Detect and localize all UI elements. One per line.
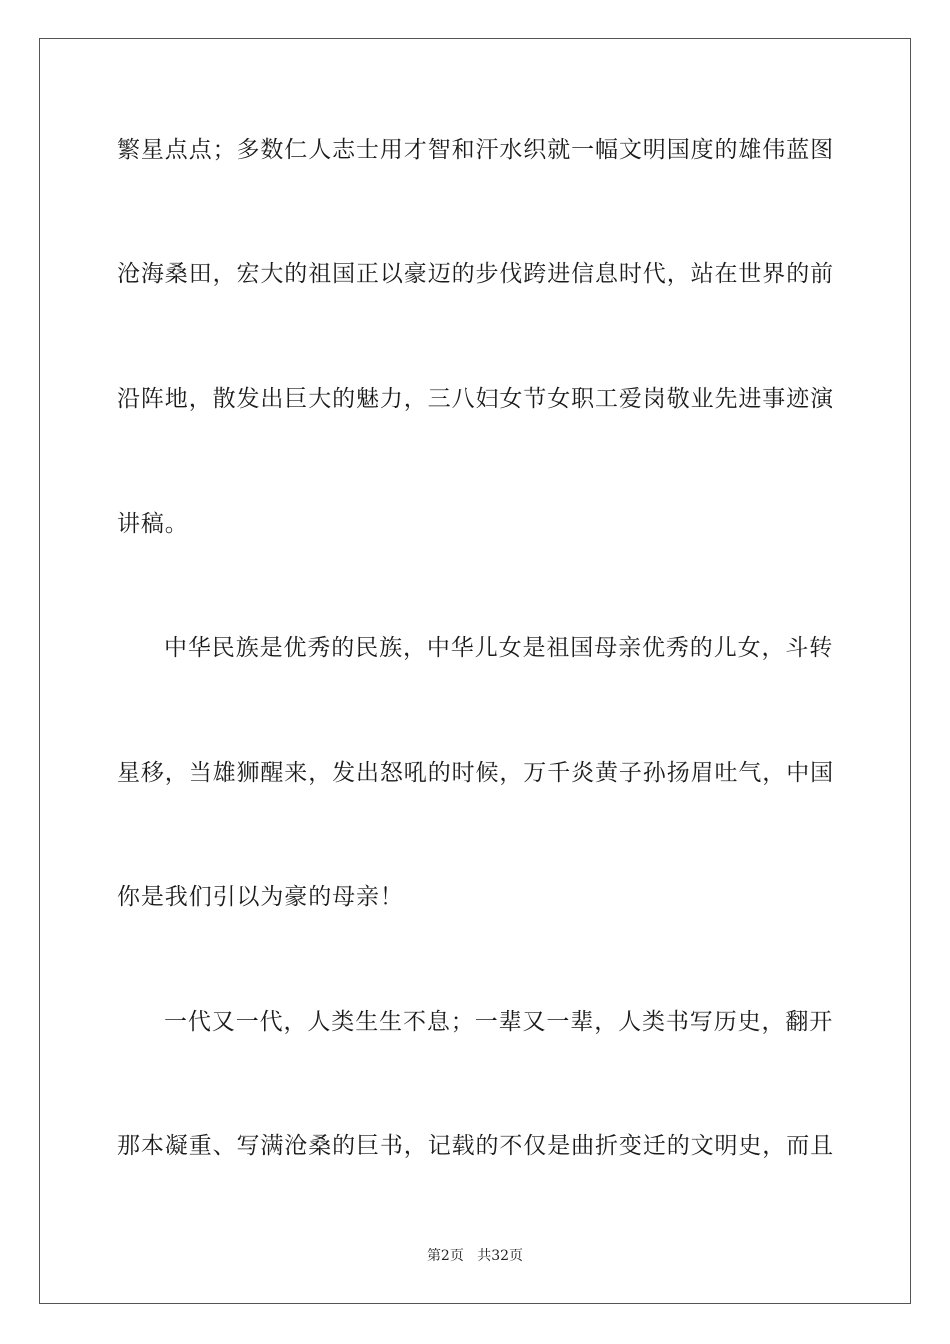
text-line: 沿阵地，散发出巨大的魅力，三八妇女节女职工爱岗敬业先进事迹演 xyxy=(117,386,834,412)
page-footer xyxy=(0,1246,950,1266)
paragraph-start-line: 一代又一代，人类生生不息；一辈又一辈，人类书写历史，翻开 xyxy=(164,1009,834,1035)
text-line: 沧海桑田，宏大的祖国正以豪迈的步伐跨进信息时代，站在世界的前 xyxy=(117,261,834,287)
text-line: 你是我们引以为豪的母亲！ xyxy=(117,884,404,910)
page-frame xyxy=(39,38,911,1304)
page-number: 第2页 xyxy=(426,1248,464,1264)
page-total: 共32页 xyxy=(477,1248,524,1264)
text-line: 繁星点点；多数仁人志士用才智和汗水织就一幅文明国度的雄伟蓝图 xyxy=(117,137,834,163)
paragraph-start-line: 中华民族是优秀的民族，中华儿女是祖国母亲优秀的儿女，斗转 xyxy=(164,635,834,661)
text-line: 星移，当雄狮醒来，发出怒吼的时候，万千炎黄子孙扬眉吐气，中国 xyxy=(117,760,834,786)
text-line: 讲稿。 xyxy=(117,511,189,537)
text-line: 那本凝重、写满沧桑的巨书，记载的不仅是曲折变迁的文明史，而且 xyxy=(117,1133,834,1159)
